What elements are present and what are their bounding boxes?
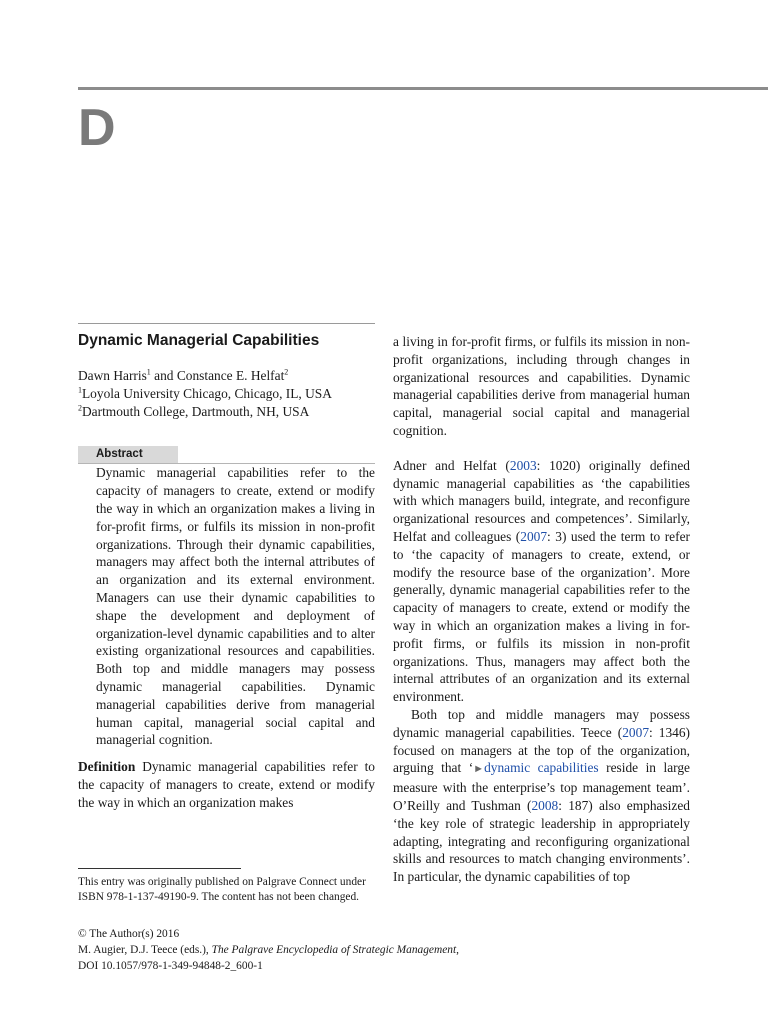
affiliation-text: Loyola University Chicago, Chicago, IL, USA xyxy=(82,385,332,401)
author-name: Dawn Harris xyxy=(78,368,147,383)
author-sup: 2 xyxy=(284,367,289,377)
entry-title: Dynamic Managerial Capabilities xyxy=(78,332,320,349)
editors: M. Augier, D.J. Teece (eds.), xyxy=(78,944,212,956)
header-rule xyxy=(78,87,768,90)
citation-line xyxy=(78,942,678,958)
text-run: , xyxy=(456,944,459,956)
paragraph xyxy=(393,706,690,886)
author-line xyxy=(78,367,375,385)
text-run: : 3) used the term to refer to ‘the capacity of managers to create, extend, or modify the resource base of the organization’. More generally, dynamic managerial capabilities refer to the capacity of managers to create, extend or modify the way in which an organization makes a living in for-profit firms, or fulfils its mission in non-profit organizations. Thus, managers may affect both the internal attributes of an organization and its external environment. xyxy=(393,528,690,705)
copyright-line: © The Author(s) 2016 xyxy=(78,928,180,940)
text-run: Adner and Helfat ( xyxy=(393,457,510,473)
abstract-box xyxy=(78,444,375,749)
text-run: : 1346) focused on managers at the top of the organization, arguing that ‘ xyxy=(393,724,690,776)
text-run: : 187) also emphasized ‘the key role of strategic leadership in appropriately adapting, integrating and reconfiguring organizational skills and resources to match changing environments’. In particular, the dynamic capabilities of top xyxy=(393,797,690,885)
definition-label: Definition xyxy=(78,759,136,775)
footnote-rule xyxy=(78,868,241,869)
citation-link[interactable]: 2007 xyxy=(520,528,548,544)
cross-reference-link[interactable]: dynamic capabilities xyxy=(484,760,599,776)
affiliation-sup: 2 xyxy=(78,403,82,413)
definition-text: Dynamic managerial capabilities refer to the capacity of managers to create, extend or modify the way in which an organization makes xyxy=(78,759,375,810)
abstract-label: Abstract xyxy=(78,446,178,463)
affiliation-sup: 1 xyxy=(78,385,82,395)
affiliation-text: Dartmouth College, Dartmouth, NH, USA xyxy=(82,403,310,419)
copyright-block xyxy=(78,926,678,974)
author-sup: 1 xyxy=(146,367,151,377)
text-run: reside in large measure with the enterprise’s top management team’. O’Reilly and Tushman ( xyxy=(393,760,690,813)
citation-link[interactable]: 2003 xyxy=(509,457,537,473)
authors-block xyxy=(78,367,375,420)
text-run: : 1020) originally defined dynamic managerial capabilities as ‘the capabilities with which managers build, integrate, and reconfigure organizational resources and competences’. Similarly, Helfat and colleagues ( xyxy=(393,457,690,544)
left-column xyxy=(78,323,375,825)
paragraph: a living in for-profit firms, or fulfils its mission in non-profit organizations, including through changes in organizational resources and capabilities. Dynamic managerial capabilities derive from managerial human capital, managerial social capital and managerial cognition. xyxy=(393,334,690,438)
footnote-text: This entry was originally published on Palgrave Connect under ISBN 978-1-137-49190-9. The content has not been changed. xyxy=(78,876,366,903)
right-column xyxy=(393,333,690,886)
title-rule xyxy=(78,323,375,324)
chapter-letter: D xyxy=(78,99,116,157)
abstract-text: Dynamic managerial capabilities refer to the capacity of managers to create, extend or modify the way in which an organization makes a living in for-profit firms, or fulfils its mission in non-profit organizations. Through their dynamic capabilities, managers may affect both the internal attributes of an organization and its external environment. Managers can use their dynamic capabilities to shape the development and deployment of organization-level dynamic capabilities and to alter existing organizational resources and capabilities. Both top and middle managers may possess dynamic managerial capabilities. Dynamic managerial capabilities derive from managerial human capital, managerial social capital and managerial cognition. xyxy=(96,465,375,748)
citation-link[interactable]: 2008 xyxy=(531,797,559,813)
definition-paragraph xyxy=(78,758,375,811)
text-run: Both top and middle managers may possess dynamic managerial capabilities. Teece ( xyxy=(393,706,690,740)
citation-link[interactable]: 2007 xyxy=(622,724,650,740)
affiliation xyxy=(78,385,375,403)
doi-line: DOI 10.1057/978-1-349-94848-2_600-1 xyxy=(78,960,263,972)
affiliation xyxy=(78,403,375,421)
author-name: and Constance E. Helfat xyxy=(150,368,285,383)
paragraph xyxy=(393,457,690,706)
cross-reference-arrow-icon: ► xyxy=(473,763,485,776)
footnote xyxy=(78,868,375,905)
book-title: The Palgrave Encyclopedia of Strategic Management xyxy=(211,944,457,956)
